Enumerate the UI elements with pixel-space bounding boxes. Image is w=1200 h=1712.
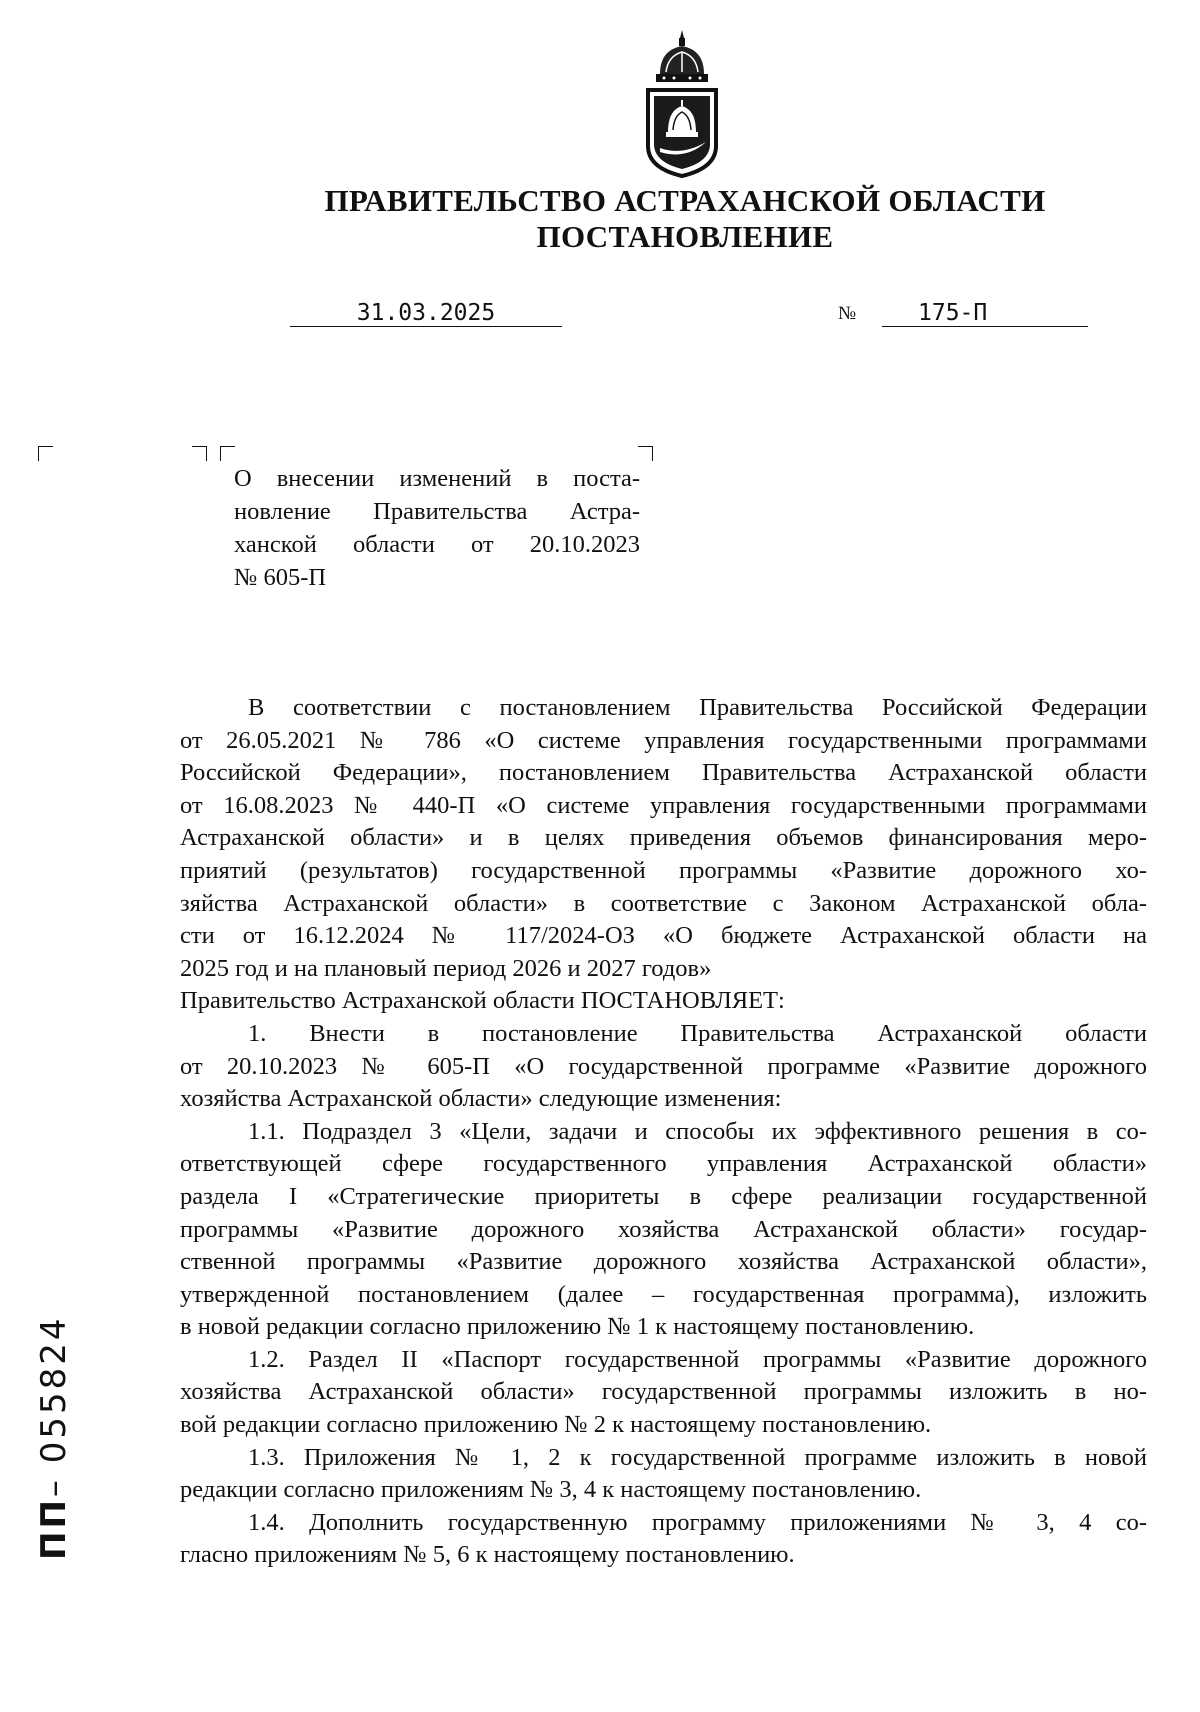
coat-of-arms-icon bbox=[640, 28, 724, 178]
item-1-4-line: гласно приложениям № 5, 6 к настоящему постановлению. bbox=[180, 1541, 795, 1569]
corner-mark-subject-close bbox=[638, 446, 653, 461]
document-number: 175-П bbox=[918, 300, 988, 326]
preamble-line: зяйства Астраханской области» в соответствие с Законом Астраханской обла- bbox=[180, 889, 1147, 917]
subject-line: О внесении изменений в поста- bbox=[234, 465, 640, 492]
item-1-3 bbox=[180, 1442, 1147, 1507]
item-1-1-line: программы «Развитие дорожного хозяйства Астраханской области» государ- bbox=[180, 1215, 1147, 1243]
item-1-1-line: в новой редакции согласно приложению № 1 к настоящему постановлению. bbox=[180, 1313, 975, 1341]
preamble-line: 2025 год и на плановый период 2026 и 2027 годов» bbox=[180, 954, 712, 982]
subject-line: № 605-П bbox=[234, 564, 327, 591]
document-number-field bbox=[882, 300, 1088, 327]
item-1-1 bbox=[180, 1116, 1147, 1344]
item-1-1-line: утвержденной постановлением (далее – государственная программа), изложить bbox=[180, 1280, 1147, 1308]
document-body bbox=[180, 692, 1147, 1572]
item-1-1-line: раздела I «Стратегические приоритеты в сфере реализации государственной bbox=[180, 1182, 1147, 1210]
subject-block bbox=[234, 462, 640, 594]
item-1-line: хозяйства Астраханской области» следующие изменения: bbox=[180, 1085, 782, 1113]
corner-mark-left bbox=[38, 446, 53, 461]
preamble-line: Астраханской области» и в целях приведения объемов финансирования меро- bbox=[180, 824, 1147, 852]
serial-number: – 055824 bbox=[34, 1315, 74, 1498]
government-name: ПРАВИТЕЛЬСТВО АСТРАХАНСКОЙ ОБЛАСТИ bbox=[324, 183, 1046, 218]
subject-line: новление Правительства Астра- bbox=[234, 498, 640, 525]
preamble-line: от 16.08.2023 № 440-П «О системе управления государственными программами bbox=[180, 791, 1147, 819]
item-1-1-line: 1.1. Подраздел 3 «Цели, задачи и способы их эффективного решения в со- bbox=[248, 1117, 1147, 1145]
subject-line: ханской области от 20.10.2023 bbox=[234, 531, 640, 558]
item-1-2-line: 1.2. Раздел II «Паспорт государственной программы «Развитие дорожного bbox=[248, 1345, 1147, 1373]
item-1-line: от 20.10.2023 № 605-П «О государственной программе «Развитие дорожного bbox=[180, 1052, 1147, 1080]
item-1-3-line: 1.3. Приложения № 1, 2 к государственной программе изложить в новой bbox=[248, 1443, 1147, 1471]
item-1-4 bbox=[180, 1507, 1147, 1572]
preamble bbox=[180, 692, 1147, 985]
item-1 bbox=[180, 1018, 1147, 1116]
serial-prefix: ПП bbox=[34, 1497, 74, 1560]
preamble-line: приятий (результатов) государственной программы «Развитие дорожного хо- bbox=[180, 856, 1147, 884]
item-1-4-line: 1.4. Дополнить государственную программу приложениями № 3, 4 со- bbox=[248, 1508, 1147, 1536]
resolves-line: Правительство Астраханской области ПОСТАНОВЛЯЕТ: bbox=[180, 987, 785, 1015]
preamble-line: Российской Федерации», постановлением Правительства Астраханской области bbox=[180, 759, 1147, 787]
number-sign: № bbox=[838, 303, 857, 324]
document-type: ПОСТАНОВЛЕНИЕ bbox=[536, 219, 834, 254]
form-serial-number bbox=[34, 1140, 74, 1560]
item-1-line: 1. Внести в постановление Правительства Астраханской области bbox=[248, 1019, 1147, 1047]
preamble-line: В соответствии с постановлением Правительства Российской Федерации bbox=[248, 694, 1147, 721]
corner-mark-subject-open-a bbox=[192, 446, 207, 461]
item-1-2 bbox=[180, 1344, 1147, 1442]
document-date: 31.03.2025 bbox=[290, 300, 562, 327]
preamble-line: сти от 16.12.2024 № 117/2024-ОЗ «О бюджете Астраханской области на bbox=[180, 922, 1147, 950]
item-1-3-line: редакции согласно приложениям № 3, 4 к настоящему постановлению. bbox=[180, 1476, 922, 1504]
corner-mark-subject-open-b bbox=[220, 446, 235, 461]
item-1-1-line: ственной программы «Развитие дорожного хозяйства Астраханской области», bbox=[180, 1248, 1147, 1276]
item-1-1-line: ответствующей сфере государственного управления Астраханской области» bbox=[180, 1150, 1147, 1178]
item-1-2-line: хозяйства Астраханской области» государственной программы изложить в но- bbox=[180, 1378, 1147, 1406]
preamble-line: от 26.05.2021 № 786 «О системе управления государственными программами bbox=[180, 726, 1147, 754]
item-1-2-line: вой редакции согласно приложению № 2 к настоящему постановлению. bbox=[180, 1411, 932, 1439]
